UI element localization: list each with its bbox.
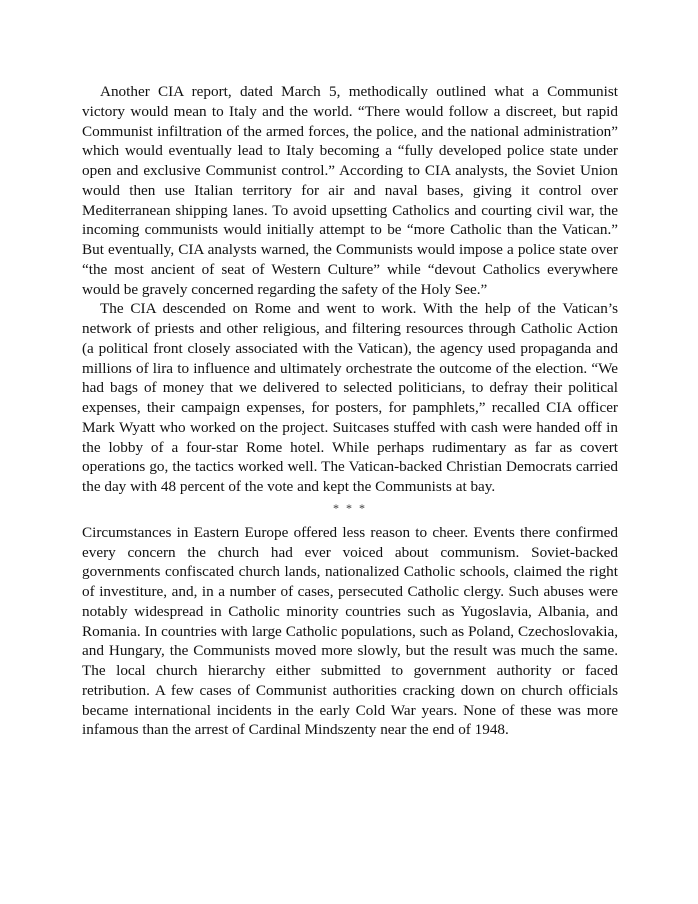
paragraph-cia-rome: The CIA descended on Rome and went to work. With the help of the Vatican’s network of priests and other religious, and filtering resources through Catholic Action (a political front closely associated with the Vatican), the agency used propaganda and millions of lira to influence and ultimately orchestrate the outcome of the election. “We had bags of money that we delivered to selected politicians, to defray their political expenses, their campaign expenses, for posters, for pamphlets,” recalled CIA officer Mark Wyatt who worked on the project. Suitcases stuffed with cash were handed off in the lobby of a four-star Rome hotel. While perhaps rudimentary as far as covert operations go, the tactics worked well. The Vatican-backed Christian Democrats carried the day with 48 percent of the vote and kept the Communists at bay.: [82, 300, 618, 495]
book-page: [82, 82, 618, 740]
section-break: * * *: [333, 500, 367, 515]
paragraph-cia-report: Another CIA report, dated March 5, methodically outlined what a Communist victory would mean to Italy and the world. “There would follow a discreet, but rapid Communist infiltration of the armed forces, the police, and the national administration” which would eventually lead to Italy becoming a “fully developed police state under open and exclusive Communist control.” According to CIA analysts, the Soviet Union would then use Italian territory for air and naval bases, giving it control over Mediterranean shipping lanes. To avoid upsetting Catholics and courting civil war, the incoming communists would initially attempt to be “more Catholic than the Vatican.” But eventually, CIA analysts warned, the Communists would impose a police state over “the most ancient of seat of Western Culture” while “devout Catholics everywhere would be gravely concerned regarding the safety of the Holy See.”: [82, 83, 618, 298]
paragraph-eastern-europe: Circumstances in Eastern Europe offered less reason to cheer. Events there confirmed every concern the church had ever voiced about communism. Soviet-backed governments confiscated church lands, nationalized Catholic schools, claimed the right of investiture, and, in a number of cases, persecuted Catholic clergy. Such abuses were notably widespread in Catholic minority countries such as Yugoslavia, Albania, and Romania. In countries with large Catholic populations, such as Poland, Czechoslovakia, and Hungary, the Communists moved more slowly, but the result was much the same. The local church hierarchy either submitted to government authority or faced retribution. A few cases of Communist authorities cracking down on church officials became international incidents in the early Cold War years. None of these was more infamous than the arrest of Cardinal Mindszenty near the end of 1948.: [82, 523, 618, 739]
